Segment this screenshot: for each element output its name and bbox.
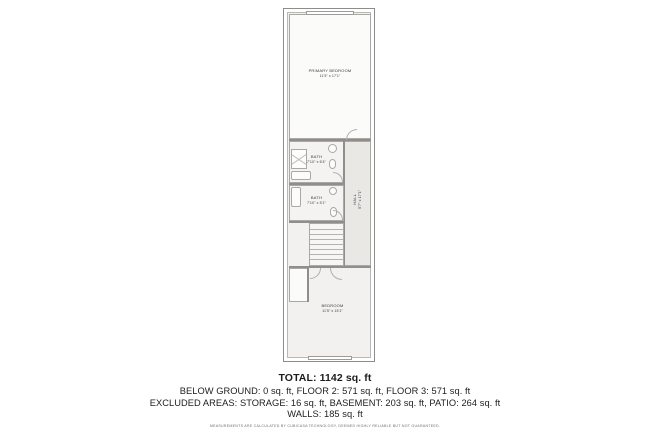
- staircase: [309, 223, 344, 266]
- plan-outline: [283, 8, 375, 362]
- walls-line: WALLS: 185 sq. ft: [287, 409, 363, 419]
- shower-icon: [291, 149, 307, 169]
- room-label-primary-bedroom: PRIMARY BEDROOM 11'5" x 17'1": [308, 68, 352, 78]
- below-ground-line: BELOW GROUND: 0 sq. ft, FLOOR 2: 571 sq. ft, FLOOR 3: 571 sq. ft: [179, 386, 471, 396]
- room-label-bath-upper: BATH 7'10" x 6'4": [307, 154, 326, 164]
- total-area: TOTAL: 1142 sq. ft: [278, 372, 372, 384]
- room-label-hall: HALL 5'7" x 17'1": [352, 189, 362, 209]
- disclaimer-text: MEASUREMENTS ARE CALCULATED BY CUBICASA TECHNOLOGY, DEEMED HIGHLY RELIABLE BUT NOT GUARANTEED.: [209, 424, 441, 428]
- excluded-areas-line: EXCLUDED AREAS: STORAGE: 16 sq. ft, BASEMENT: 203 sq. ft, PATIO: 264 sq. ft: [149, 397, 501, 408]
- window-top: [306, 11, 354, 15]
- bathtub-lower-icon: [291, 187, 301, 207]
- bathtub-icon: [291, 171, 311, 180]
- window-bottom: [308, 356, 352, 360]
- room-label-bedroom: BEDROOM 11'5" x 15'1": [321, 303, 344, 313]
- room-label-bath-lower: BATH 7'10" x 5'1": [307, 195, 326, 205]
- area-summary: [0, 372, 650, 428]
- room-bedroom: [289, 268, 371, 358]
- toilet-icon: [329, 159, 336, 169]
- sink-lower-icon: [329, 187, 337, 195]
- sink-icon: [328, 144, 337, 153]
